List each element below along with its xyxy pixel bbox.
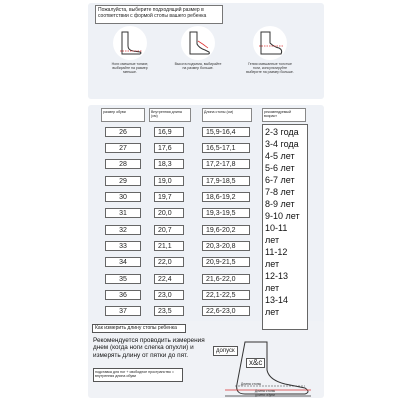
- size-cell: 28: [105, 159, 141, 169]
- size-cell: 30: [105, 192, 141, 202]
- age-line: 12-13: [265, 271, 289, 281]
- age-line: 13-14: [265, 295, 289, 305]
- size-cell: 37: [105, 306, 141, 316]
- age-line: 5-6 лет: [265, 163, 295, 173]
- recommendation-text: Рекомендуется проводить измерения днем (когда ноги слегка опухли) и измерять длину от пятки до пят.: [93, 337, 205, 359]
- inner-length-cell: 17,6: [154, 143, 184, 153]
- header-size: размер обуви: [101, 108, 145, 122]
- normal-foot-caption: Высота подъема, выбирайте на размер больше.: [174, 62, 222, 71]
- age-line: 2-3 года: [265, 127, 299, 137]
- foot-length-cell: 15,9-16,4: [202, 127, 250, 137]
- inner-length-cell: 19,0: [154, 176, 184, 186]
- header-inner-length: Внутренняя длина (см): [149, 108, 191, 122]
- size-cell: 33: [105, 241, 141, 251]
- inner-length-cell: 22,4: [154, 274, 184, 284]
- age-line: лет: [265, 307, 280, 317]
- inner-length-cell: 23,0: [154, 290, 184, 300]
- inner-length-cell: 19,7: [154, 192, 184, 202]
- foot-length-cell: 18,6-19,2: [202, 192, 250, 202]
- inner-length-caption: Длина стопы длина обуви: [254, 389, 276, 397]
- inner-length-cell: 21,1: [154, 241, 184, 251]
- size-cell: 35: [105, 274, 141, 284]
- size-cell: 29: [105, 176, 141, 186]
- foot-length-caption: Длина стопы: [240, 382, 262, 386]
- age-line: 7-8 лет: [265, 187, 295, 197]
- intro-notice: Пожалуйста, выберите подходящий размер в соответствии с формой стопы вашего ребенка: [95, 5, 223, 24]
- size-cell: 31: [105, 208, 141, 218]
- age-line: 8-9 лет: [265, 199, 295, 209]
- foot-length-cell: 21,6-22,0: [202, 274, 250, 284]
- inner-length-cell: 20,7: [154, 225, 184, 235]
- size-cell: 36: [105, 290, 141, 300]
- age-line: лет: [265, 235, 280, 245]
- wide-foot-caption: Гения смешанные толстые ноги, консультируйте выберите на размер больше.: [246, 62, 294, 75]
- foot-length-cell: 17,2-17,8: [202, 159, 250, 169]
- foot-length-cell: 19,6-20,2: [202, 225, 250, 235]
- wide-foot-icon: [253, 26, 287, 60]
- size-cell: 26: [105, 127, 141, 137]
- foot-length-cell: 20,9-21,5: [202, 257, 250, 267]
- foot-length-cell: 22,6-23,0: [202, 306, 250, 316]
- size-cell: 34: [105, 257, 141, 267]
- how-to-title: Как измерить длину стопы ребенка: [92, 324, 186, 333]
- foot-length-cell: 22,1-22,5: [202, 290, 250, 300]
- inner-length-cell: 22,0: [154, 257, 184, 267]
- age-line: лет: [265, 283, 280, 293]
- header-age: рекомендуемый возраст: [262, 108, 306, 122]
- foot-length-cell: 20,3-20,8: [202, 241, 250, 251]
- age-line: 6-7 лет: [265, 175, 295, 185]
- normal-foot-icon: [181, 26, 215, 60]
- foot-length-cell: 16,5-17,1: [202, 143, 250, 153]
- age-line: 9-10 лет: [265, 211, 300, 221]
- age-line: 10-11: [265, 223, 288, 233]
- inner-length-cell: 18,3: [154, 159, 184, 169]
- age-line: 11-12: [265, 247, 288, 257]
- allowance-tag: допуск: [213, 346, 238, 356]
- narrow-foot-icon: [113, 26, 147, 60]
- foot-length-cell: 17,9-18,5: [202, 176, 250, 186]
- age-line: лет: [265, 259, 280, 269]
- inner-length-cell: 20,0: [154, 208, 184, 218]
- inner-length-cell: 23,5: [154, 306, 184, 316]
- header-foot-length: Длина стопы (см): [202, 108, 252, 122]
- inner-length-cell: 16,9: [154, 127, 184, 137]
- brand-tag: x&c: [246, 358, 265, 368]
- size-cell: 27: [105, 143, 141, 153]
- age-line: 3-4 года: [265, 139, 299, 149]
- allowance-text: подставка для ног + свободное пространство = внутренняя длина обуви: [93, 368, 183, 382]
- size-cell: 32: [105, 225, 141, 235]
- narrow-foot-caption: Ноги смешные тонкие, выбирайте на размер меньше.: [111, 62, 149, 75]
- foot-length-cell: 19,3-19,5: [202, 208, 250, 218]
- age-line: 4-5 лет: [265, 151, 295, 161]
